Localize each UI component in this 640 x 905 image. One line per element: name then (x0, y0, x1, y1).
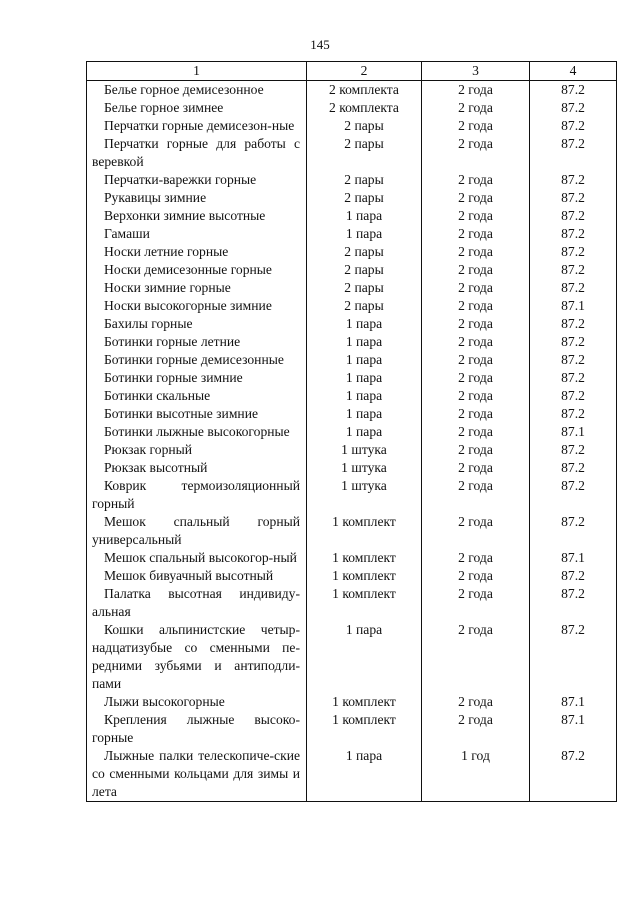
item-name-cell (87, 351, 307, 369)
norm-code-cell: 87.2 (530, 243, 617, 261)
item-name-text: Ботинки высотные зимние (104, 406, 259, 421)
wear-term-cell: 2 года (422, 621, 530, 693)
quantity-cell: 1 пара (307, 369, 422, 387)
table-row (87, 549, 617, 567)
wear-term-cell: 2 года (422, 693, 530, 711)
norm-code-cell: 87.2 (530, 261, 617, 279)
wear-term-cell: 2 года (422, 567, 530, 585)
quantity-cell: 1 комплект (307, 711, 422, 747)
wear-term-cell: 2 года (422, 387, 530, 405)
norm-code-cell: 87.2 (530, 171, 617, 189)
item-name-text: Палатка высотная индивиду-альная (92, 586, 300, 619)
table-row (87, 621, 617, 693)
table-row (87, 81, 617, 100)
item-name-cell (87, 693, 307, 711)
item-name-text: Ботинки горные демисезонные (104, 352, 284, 367)
norm-code-cell: 87.2 (530, 117, 617, 135)
table-header-row (87, 62, 617, 81)
norm-code-cell: 87.1 (530, 693, 617, 711)
item-name-cell (87, 333, 307, 351)
table-row (87, 333, 617, 351)
quantity-cell: 1 пара (307, 423, 422, 441)
norm-code-cell: 87.2 (530, 81, 617, 100)
item-name-cell (87, 477, 307, 513)
table-row (87, 585, 617, 621)
quantity-cell: 2 пары (307, 297, 422, 315)
item-name-cell (87, 189, 307, 207)
item-name-cell (87, 621, 307, 693)
quantity-cell: 2 пары (307, 279, 422, 297)
item-name-cell (87, 405, 307, 423)
item-name-cell (87, 711, 307, 747)
item-name-text: Носки демисезонные горные (104, 262, 272, 277)
table-row (87, 459, 617, 477)
wear-term-cell: 2 года (422, 135, 530, 171)
equipment-norms-table (86, 61, 617, 802)
wear-term-cell: 2 года (422, 423, 530, 441)
quantity-cell: 2 пары (307, 117, 422, 135)
item-name-cell (87, 369, 307, 387)
quantity-cell: 1 комплект (307, 693, 422, 711)
norm-code-cell: 87.2 (530, 621, 617, 693)
column-header-4: 4 (530, 62, 617, 81)
table-row (87, 387, 617, 405)
item-name-text: Верхонки зимние высотные (104, 208, 266, 223)
item-name-text: Рюкзак высотный (104, 460, 208, 475)
wear-term-cell: 2 года (422, 549, 530, 567)
table-row (87, 441, 617, 459)
item-name-text: Ботинки скальные (104, 388, 211, 403)
table-row (87, 99, 617, 117)
item-name-text: Носки летние горные (104, 244, 229, 259)
item-name-text: Крепления лыжные высоко-горные (92, 712, 300, 745)
item-name-cell (87, 459, 307, 477)
table-row (87, 189, 617, 207)
wear-term-cell: 2 года (422, 243, 530, 261)
item-name-cell (87, 315, 307, 333)
norm-code-cell: 87.2 (530, 747, 617, 802)
wear-term-cell: 2 года (422, 405, 530, 423)
norm-code-cell: 87.1 (530, 423, 617, 441)
wear-term-cell: 2 года (422, 459, 530, 477)
item-name-text: Рюкзак горный (104, 442, 193, 457)
norm-code-cell: 87.2 (530, 99, 617, 117)
table-row (87, 711, 617, 747)
norm-code-cell: 87.2 (530, 405, 617, 423)
item-name-text: Рукавицы зимние (104, 190, 207, 205)
item-name-text: Белье горное демисезонное (104, 82, 264, 97)
column-header-3: 3 (422, 62, 530, 81)
quantity-cell: 1 пара (307, 747, 422, 802)
wear-term-cell: 2 года (422, 189, 530, 207)
norm-code-cell: 87.2 (530, 135, 617, 171)
item-name-text: Ботинки горные летние (104, 334, 241, 349)
item-name-cell (87, 441, 307, 459)
norm-code-cell: 87.2 (530, 333, 617, 351)
column-header-1: 1 (87, 62, 307, 81)
norm-code-cell: 87.2 (530, 189, 617, 207)
table-row (87, 207, 617, 225)
wear-term-cell: 2 года (422, 171, 530, 189)
wear-term-cell: 2 года (422, 477, 530, 513)
item-name-cell (87, 423, 307, 441)
wear-term-cell: 2 года (422, 207, 530, 225)
quantity-cell: 1 штука (307, 477, 422, 513)
quantity-cell: 2 пары (307, 189, 422, 207)
item-name-cell (87, 567, 307, 585)
wear-term-cell: 2 года (422, 441, 530, 459)
quantity-cell: 1 пара (307, 387, 422, 405)
item-name-text: Белье горное зимнее (104, 100, 224, 115)
norm-code-cell: 87.2 (530, 207, 617, 225)
item-name-text: Мешок бивуачный высотный (104, 568, 274, 583)
item-name-cell (87, 549, 307, 567)
quantity-cell: 2 пары (307, 261, 422, 279)
norm-code-cell: 87.1 (530, 297, 617, 315)
table-row (87, 297, 617, 315)
wear-term-cell: 2 года (422, 297, 530, 315)
wear-term-cell: 1 год (422, 747, 530, 802)
wear-term-cell: 2 года (422, 513, 530, 549)
norm-code-cell: 87.2 (530, 567, 617, 585)
norm-code-cell: 87.2 (530, 225, 617, 243)
item-name-cell (87, 513, 307, 549)
item-name-text: Мешок спальный горный универсальный (92, 514, 300, 547)
item-name-cell (87, 207, 307, 225)
table-row (87, 747, 617, 802)
item-name-cell (87, 99, 307, 117)
table-row (87, 135, 617, 171)
item-name-text: Мешок спальный высокогор-ный (104, 550, 297, 565)
table-row (87, 369, 617, 387)
quantity-cell: 2 комплекта (307, 81, 422, 100)
quantity-cell: 1 штука (307, 441, 422, 459)
wear-term-cell: 2 года (422, 585, 530, 621)
table-row (87, 279, 617, 297)
wear-term-cell: 2 года (422, 351, 530, 369)
item-name-text: Лыжные палки телескопиче-ские со сменными кольцами для зимы и лета (92, 748, 300, 799)
norm-code-cell: 87.2 (530, 441, 617, 459)
table-row (87, 693, 617, 711)
wear-term-cell: 2 года (422, 99, 530, 117)
wear-term-cell: 2 года (422, 81, 530, 100)
wear-term-cell: 2 года (422, 315, 530, 333)
item-name-cell (87, 135, 307, 171)
item-name-cell (87, 225, 307, 243)
table-row (87, 567, 617, 585)
table-row (87, 117, 617, 135)
item-name-text: Ботинки горные зимние (104, 370, 243, 385)
item-name-text: Лыжи высокогорные (104, 694, 225, 709)
quantity-cell: 2 пары (307, 243, 422, 261)
table-row (87, 261, 617, 279)
quantity-cell: 2 комплекта (307, 99, 422, 117)
item-name-cell (87, 81, 307, 100)
norm-code-cell: 87.2 (530, 477, 617, 513)
item-name-text: Перчатки-варежки горные (104, 172, 257, 187)
table-row (87, 225, 617, 243)
wear-term-cell: 2 года (422, 261, 530, 279)
norm-code-cell: 87.2 (530, 585, 617, 621)
item-name-text: Кошки альпинистские четыр-надцатизубые со сменными пе-редними зубьями и антиподли-пами (92, 622, 300, 691)
quantity-cell: 1 пара (307, 315, 422, 333)
item-name-text: Носки высокогорные зимние (104, 298, 272, 313)
page-number: 145 (310, 37, 330, 52)
norm-code-cell: 87.2 (530, 513, 617, 549)
quantity-cell: 1 комплект (307, 585, 422, 621)
item-name-cell (87, 261, 307, 279)
norm-code-cell: 87.2 (530, 351, 617, 369)
quantity-cell: 1 пара (307, 207, 422, 225)
item-name-cell (87, 585, 307, 621)
norm-code-cell: 87.1 (530, 549, 617, 567)
item-name-text: Гамаши (104, 226, 150, 241)
quantity-cell: 1 пара (307, 351, 422, 369)
item-name-cell (87, 387, 307, 405)
wear-term-cell: 2 года (422, 333, 530, 351)
item-name-text: Бахилы горные (104, 316, 193, 331)
norm-code-cell: 87.2 (530, 387, 617, 405)
item-name-cell (87, 117, 307, 135)
wear-term-cell: 2 года (422, 711, 530, 747)
table-row (87, 243, 617, 261)
quantity-cell: 1 комплект (307, 549, 422, 567)
norm-code-cell: 87.2 (530, 315, 617, 333)
norm-code-cell: 87.1 (530, 711, 617, 747)
table-row (87, 423, 617, 441)
table-body (87, 81, 617, 802)
table-row (87, 405, 617, 423)
norm-code-cell: 87.2 (530, 459, 617, 477)
table-row (87, 351, 617, 369)
quantity-cell: 1 пара (307, 333, 422, 351)
wear-term-cell: 2 года (422, 117, 530, 135)
item-name-text: Перчатки горные для работы с веревкой (92, 136, 300, 169)
quantity-cell: 1 штука (307, 459, 422, 477)
table-row (87, 315, 617, 333)
quantity-cell: 1 пара (307, 405, 422, 423)
item-name-text: Ботинки лыжные высокогорные (104, 424, 290, 439)
quantity-cell: 2 пары (307, 171, 422, 189)
norm-code-cell: 87.2 (530, 279, 617, 297)
wear-term-cell: 2 года (422, 279, 530, 297)
quantity-cell: 1 комплект (307, 567, 422, 585)
item-name-cell (87, 279, 307, 297)
quantity-cell: 1 пара (307, 225, 422, 243)
item-name-cell (87, 297, 307, 315)
table-row (87, 171, 617, 189)
item-name-text: Носки зимние горные (104, 280, 231, 295)
quantity-cell: 1 пара (307, 621, 422, 693)
item-name-cell (87, 747, 307, 802)
table-row (87, 513, 617, 549)
wear-term-cell: 2 года (422, 225, 530, 243)
item-name-text: Перчатки горные демисезон-ные (104, 118, 295, 133)
item-name-text: Коврик термоизоляционный горный (92, 478, 300, 511)
column-header-2: 2 (307, 62, 422, 81)
norm-code-cell: 87.2 (530, 369, 617, 387)
quantity-cell: 2 пары (307, 135, 422, 171)
item-name-cell (87, 243, 307, 261)
item-name-cell (87, 171, 307, 189)
wear-term-cell: 2 года (422, 369, 530, 387)
table-row (87, 477, 617, 513)
quantity-cell: 1 комплект (307, 513, 422, 549)
